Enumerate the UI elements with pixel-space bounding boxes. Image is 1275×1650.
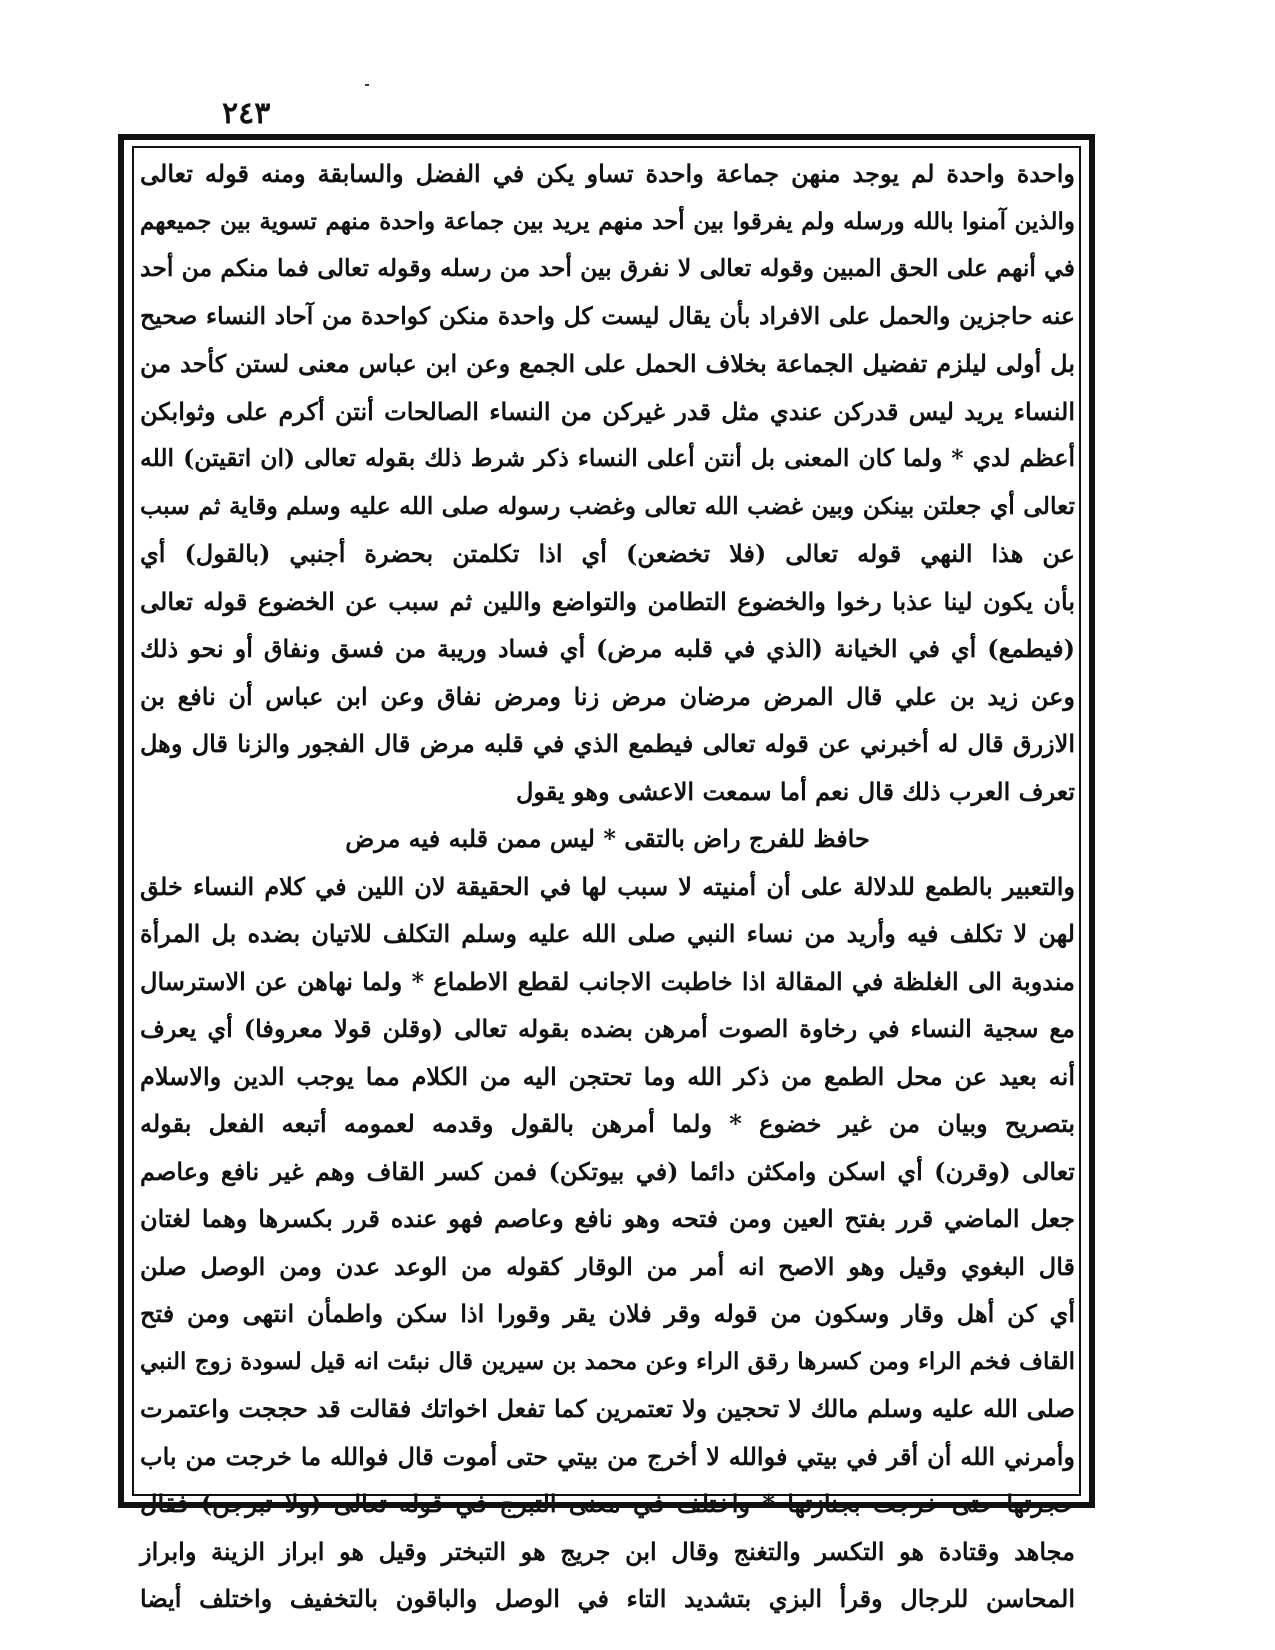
text-line: أنه بعيد عن محل الطمع من ذكر الله وما تحتجن اليه من الكلام مما يوجب الدين والاسلام xyxy=(140,1061,1075,1091)
text-line: مع سجية النساء في رخاوة الصوت أمرهن بضده بقوله تعالى (وقلن قولا معروفا) أي يعرف xyxy=(140,1014,1075,1043)
text-line: بأن يكون لينا عذبا رخوا والخضوع التطامن والتواضع واللين ثم سبب عن الخضوع قوله تعالى xyxy=(140,586,1075,616)
text-line: وعن زيد بن علي قال المرض مرضان مرض زنا ومرض نفاق وعن ابن عباس أن نافع بن xyxy=(140,681,1075,711)
text-line: مندوبة الى الغلظة في المقالة اذا خاطبت الاجانب لقطع الاطماع * ولما نهاهن عن الاسترسال xyxy=(140,966,1076,996)
text-line: لهن لا تكلف فيه وأريد من نساء النبي صلى الله عليه وسلم التكلف للاتيان بضده بل المرأة xyxy=(140,919,1075,948)
text-line: واحدة واحدة لم يوجد منهن جماعة واحدة تساو يكن في الفضل والسابقة ومنه قوله تعالى xyxy=(140,159,1075,188)
text-line: بتصريح وبيان من غير خضوع * ولما أمرهن بالقول وقدمه لعمومه أتبعه الفعل بقوله xyxy=(140,1109,1075,1138)
text-line: عن هذا النهي قوله تعالى (فلا تخضعن) أي اذا تكلمتن بحضرة أجنبي (بالقول) أي xyxy=(140,539,1075,568)
text-line: تعرف العرب ذلك قال نعم أما سمعت الاعشى وهو يقول xyxy=(515,776,1075,806)
body-text xyxy=(140,150,1076,1613)
page-number: ٢٤٣ xyxy=(222,96,271,131)
text-line: بل أولى ليلزم تفضيل الجماعة بخلاف الحمل على الجمع وعن ابن عباس معنى لستن كأحد من xyxy=(140,349,1075,378)
text-line: القاف فخم الراء ومن كسرها رقق الراء وعن محمد بن سيرين قال نبئت انه قيل لسودة زوج النبي xyxy=(140,1347,1075,1375)
text-line: صلى الله عليه وسلم مالك لا تحجين ولا تعتمرين كما تفعل اخواتك فقالت قد حججت واعتمرت xyxy=(140,1394,1075,1423)
text-line: جعل الماضي قرر بفتح العين ومن فتحه وهو نافع وعاصم فهو عنده قرر بكسرها وهما لغتان xyxy=(140,1204,1075,1233)
text-line: تعالى أي جعلتن بينكن وبين غضب الله تعالى وغضب رسوله صلى الله عليه وسلم وقاية ثم سبب xyxy=(140,491,1075,520)
text-line: والذين آمنوا بالله ورسله ولم يفرقوا بين أحد منهم يريد بين جماعة واحدة منهم تسوية بين جميعهم xyxy=(140,207,1075,235)
text-line: تعالى (وقرن) أي اسكن وامكثن دائما (في بيوتكن) فمن كسر القاف وهم غير نافع وعاصم xyxy=(140,1156,1075,1186)
text-line: المحاسن للرجال وقرأ البزي بتشديد التاء في الوصل والباقون بالتخفيف واختلف أيضا xyxy=(140,1584,1075,1613)
verse-line: حافظ للفرج راض بالتقى * ليس ممن قلبه فيه مرض xyxy=(345,824,870,853)
text-line: مجاهد وقتادة هو التكسر والتغنج وقال ابن جريج هو التبختر وقيل هو ابراز الزينة وابراز xyxy=(140,1536,1075,1566)
text-line: قال البغوي وقيل وهو الاصح انه أمر من الوقار كقوله من الوعد عدن ومن الوصل صلن xyxy=(140,1251,1075,1281)
text-line: (فيطمع) أي في الخيانة (الذي في قلبه مرض) أي فساد وريبة من فسق ونفاق أو نحو ذلك xyxy=(140,634,1075,663)
text-line: حجرتها حتى خرجت بجنازتها * واختلف في معنى التبرج في قوله تعالى (ولا تبرجن) فقال xyxy=(140,1489,1075,1518)
text-line: أي كن أهل وقار وسكون من قوله وقر فلان يقر وقورا اذا سكن واطمأن انتهى ومن فتح xyxy=(140,1299,1075,1328)
text-line: أعظم لدي * ولما كان المعنى بل أنتن أعلى النساء ذكر شرط ذلك بقوله تعالى (ان اتقيتن) الله xyxy=(140,444,1075,472)
scan-speck xyxy=(365,84,369,86)
text-line: والتعبير بالطمع للدلالة على أن أمنيته لا سبب لها في الحقيقة لان اللين في كلام النساء خلق xyxy=(140,871,1075,901)
text-line: النساء يريد ليس قدركن عندي مثل قدر غيركن من النساء الصالحات أنتن أكرم على وثوابكن xyxy=(140,396,1075,426)
text-line: وأمرني الله أن أقر في بيتي فوالله لا أخرج من بيتي حتى أموت قال فوالله ما خرجت من باب xyxy=(140,1441,1075,1471)
text-line: الازرق قال له أخبرني عن قوله تعالى فيطمع الذي في قلبه مرض قال الفجور والزنا قال وهل xyxy=(140,729,1075,758)
text-line: في أنهم على الحق المبين وقوله تعالى لا نفرق بين أحد من رسله وقوله تعالى فما منكم من أحد xyxy=(140,254,1075,282)
text-line: عنه حاجزين والحمل على الافراد بأن يقال ليست كل واحدة منكن كواحدة من آحاد النساء صحيح xyxy=(140,301,1075,330)
